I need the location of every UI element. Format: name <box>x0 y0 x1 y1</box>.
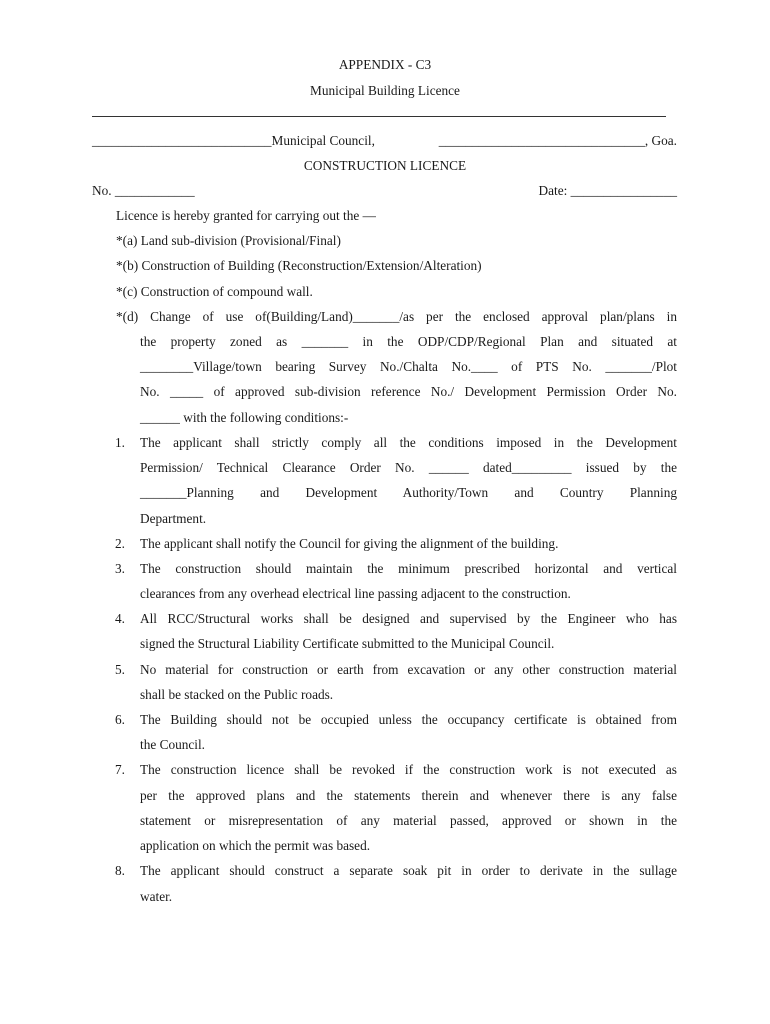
council-name-field: ___________________________Municipal Council, <box>92 133 375 148</box>
condition-line: Department. <box>140 511 207 526</box>
item-a: *(a) Land sub-division (Provisional/Final) <box>116 233 341 248</box>
condition-line: _______Planning and Development Authority/Town and Country Planning <box>140 485 677 500</box>
item-c: *(c) Construction of compound wall. <box>116 284 313 299</box>
item-d-line: *(d) Change of use of(Building/Land)_______/as per the enclosed approval plan/plans in <box>116 309 677 324</box>
item-d-line: No. _____ of approved sub-division reference No./ Development Permission Order No. <box>140 384 677 399</box>
council-line <box>92 133 677 149</box>
condition-line: The Building should not be occupied unless the occupancy certificate is obtained from <box>140 712 677 727</box>
item-d-line: ______ with the following conditions:- <box>140 410 349 425</box>
condition-number: 6. <box>115 712 125 727</box>
condition-line: per the approved plans and the statements therein and whenever there is any false <box>140 788 677 803</box>
condition-number: 1. <box>115 435 125 450</box>
item-b: *(b) Construction of Building (Reconstruction/Extension/Alteration) <box>116 258 482 273</box>
licence-number-field: No. ____________ <box>92 183 195 198</box>
licence-title: CONSTRUCTION LICENCE <box>303 158 467 173</box>
condition-line: The applicant shall strictly comply all the conditions imposed in the Development <box>140 435 677 450</box>
item-d-line: the property zoned as _______ in the ODP/CDP/Regional Plan and situated at <box>140 334 677 349</box>
licence-date-field: Date: ________________ <box>538 183 677 198</box>
condition-line: Permission/ Technical Clearance Order No. ______ dated_________ issued by the <box>140 460 677 475</box>
condition-number: 5. <box>115 662 125 677</box>
condition-line: application on which the permit was based. <box>140 838 371 853</box>
document-subtitle: Municipal Building Licence <box>310 83 460 98</box>
horizontal-rule <box>92 116 666 117</box>
council-location-field: _______________________________, Goa. <box>438 133 677 148</box>
condition-line: The construction licence shall be revoked if the construction work is not executed as <box>140 762 677 777</box>
condition-line: statement or misrepresentation of any material passed, approved or shown in the <box>140 813 677 828</box>
condition-line: The applicant should construct a separate soak pit in order to derivate in the sullage <box>140 863 677 878</box>
item-d-line: ________Village/town bearing Survey No./Chalta No.____ of PTS No. _______/Plot <box>140 359 677 374</box>
intro-text: Licence is hereby granted for carrying out the — <box>116 208 376 223</box>
number-date-row <box>92 183 677 199</box>
condition-number: 7. <box>115 762 125 777</box>
condition-line: No material for construction or earth from excavation or any other construction material <box>140 662 677 677</box>
condition-number: 4. <box>115 611 125 626</box>
condition-number: 8. <box>115 863 125 878</box>
condition-line: water. <box>140 889 173 904</box>
condition-line: shall be stacked on the Public roads. <box>140 687 334 702</box>
condition-line: signed the Structural Liability Certificate submitted to the Municipal Council. <box>140 636 555 651</box>
condition-line: clearances from any overhead electrical line passing adjacent to the construction. <box>140 586 571 601</box>
appendix-heading: APPENDIX - C3 <box>338 57 432 72</box>
condition-number: 2. <box>115 536 125 551</box>
condition-line: the Council. <box>140 737 205 752</box>
condition-line: All RCC/Structural works shall be designed and supervised by the Engineer who has <box>140 611 677 626</box>
condition-number: 3. <box>115 561 125 576</box>
condition-line: The construction should maintain the minimum prescribed horizontal and vertical <box>140 561 677 576</box>
condition-line: The applicant shall notify the Council for giving the alignment of the building. <box>140 536 559 551</box>
